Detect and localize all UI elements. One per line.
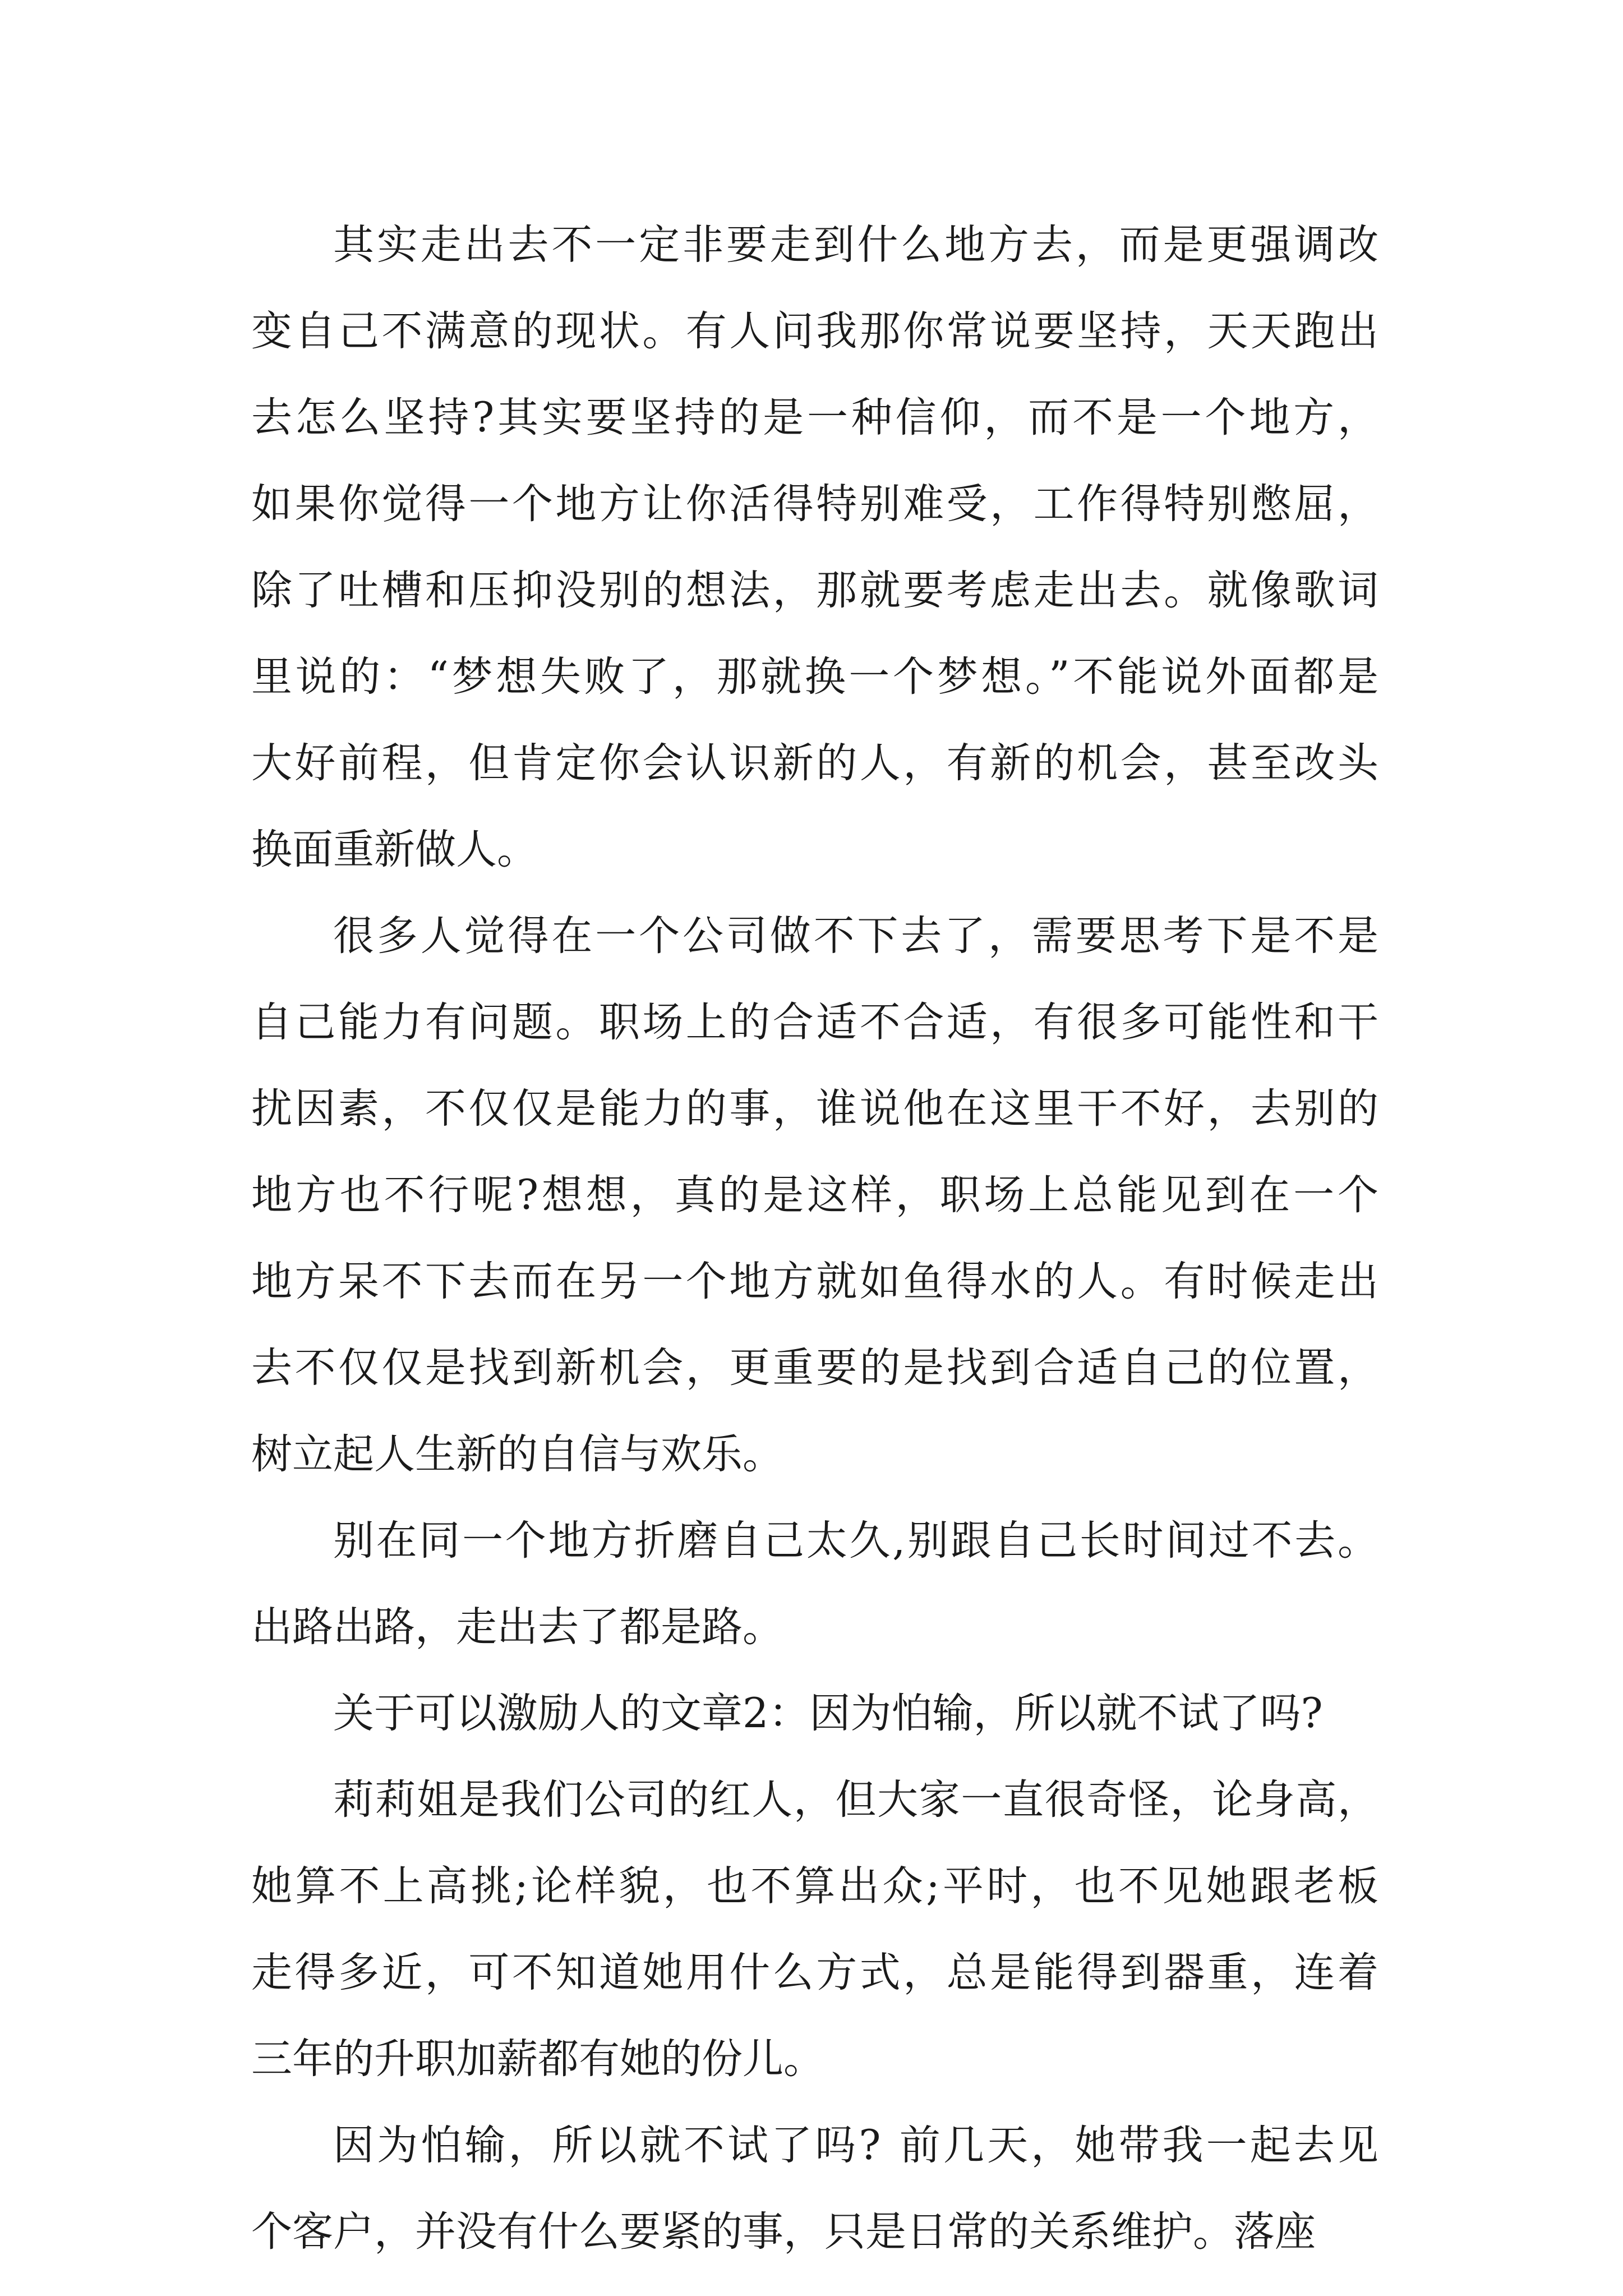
text-line: 去不仅仅是找到新机会，更重要的是找到合适自己的位置， (251, 1344, 1381, 1392)
text-line: 地方呆不下去而在另一个地方就如鱼得水的人。有时候走出 (251, 1258, 1381, 1305)
text-line: 三年的升职加薪都有她的份儿。 (251, 2035, 824, 2083)
text-line: 莉莉姐是我们公司的红人，但大家一直很奇怪，论身高， (333, 1776, 1380, 1824)
text-line: 地方也不行呢?想想，真的是这样，职场上总能见到在一个 (251, 1171, 1382, 1219)
text-line: 出路出路，走出去了都是路。 (251, 1603, 783, 1651)
text-line: 别在同一个地方折磨自己太久,别跟自己长时间过不去。 (333, 1517, 1381, 1565)
text-line: 很多人觉得在一个公司做不下去了，需要思考下是不是 (333, 912, 1381, 960)
document-body (251, 202, 1382, 2275)
text-line: 其实走出去不一定非要走到什么地方去，而是更强调改 (333, 221, 1381, 269)
text-line: 因为怕输，所以就不试了吗? 前几天，她带我一起去见 (333, 2122, 1382, 2169)
text-line: 里说的：“梦想失败了，那就换一个梦想。”不能说外面都是 (251, 653, 1382, 701)
text-line: 树立起人生新的自信与欢乐。 (251, 1430, 783, 1478)
text-line: 换面重新做人。 (251, 826, 538, 873)
text-line: 自己能力有问题。职场上的合适不合适，有很多可能性和干 (251, 999, 1381, 1046)
text-line: 变自己不满意的现状。有人问我那你常说要坚持，天天跑出 (251, 307, 1381, 355)
text-line: 关于可以激励人的文章2：因为怕输，所以就不试了吗? (333, 1690, 1323, 1737)
text-line: 去怎么坚持?其实要坚持的是一种信仰，而不是一个地方， (251, 394, 1382, 441)
text-line: 个客户，并没有什么要紧的事，只是日常的关系维护。落座 (251, 2208, 1316, 2256)
text-line: 扰因素，不仅仅是能力的事，谁说他在这里干不好，去别的 (251, 1085, 1381, 1133)
text-line: 她算不上高挑;论样貌，也不算出众;平时，也不见她跟老板 (251, 1862, 1382, 1910)
text-line: 大好前程，但肯定你会认识新的人，有新的机会，甚至改头 (251, 739, 1381, 787)
text-line: 如果你觉得一个地方让你活得特别难受，工作得特别憋屈， (251, 480, 1381, 528)
text-line: 走得多近，可不知道她用什么方式，总是能得到器重，连着 (251, 1949, 1381, 1996)
text-line: 除了吐槽和压抑没别的想法，那就要考虑走出去。就像歌词 (251, 567, 1381, 614)
